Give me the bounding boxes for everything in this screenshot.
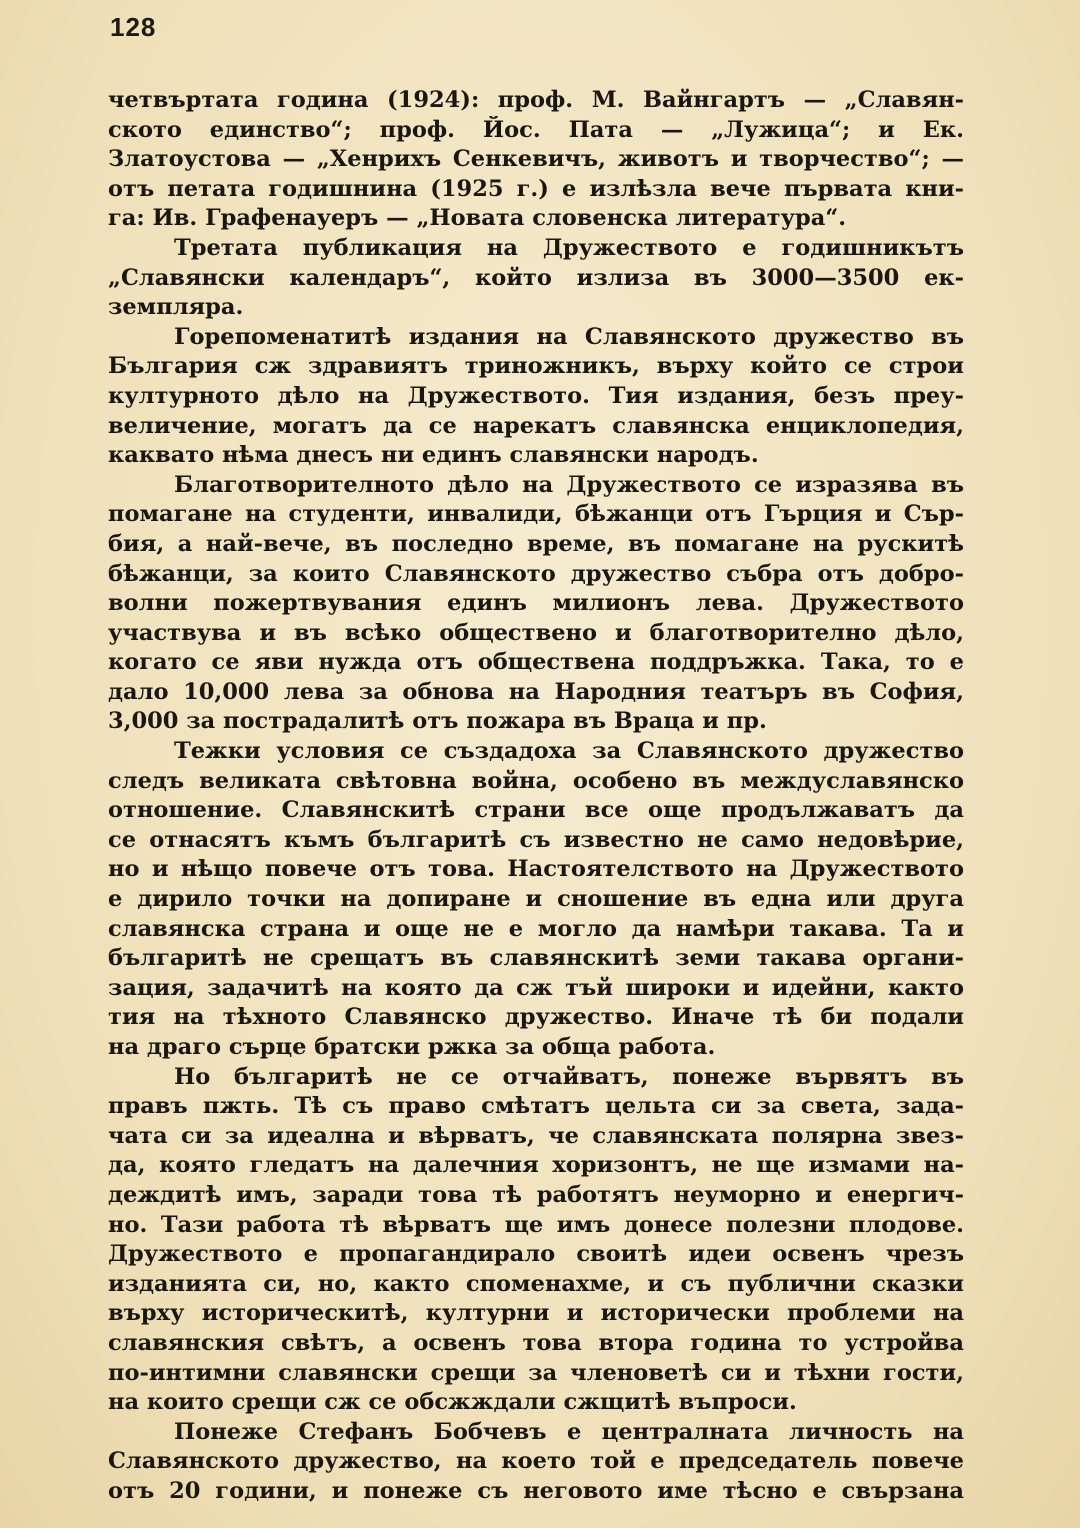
text-line: Горепоменатитѣ издания на Славянското дружество въ (174, 323, 964, 350)
text-line: когато се яви нужда отъ обществена поддръжка. Така, то е (108, 649, 964, 676)
text-line: отъ 20 години, и понеже съ неговото име тѣсно е свързана (108, 1477, 964, 1504)
text-line: величение, могатъ да се нарекатъ славянска енциклопедия, (108, 412, 964, 439)
text-line: тия на тѣхното Славянско дружество. Иначе тѣ би подали (108, 1004, 964, 1031)
text-line: следъ великата свѣтовна война, особено въ междуславянско (108, 767, 964, 794)
text-line: Дружеството е пропагандирало своитѣ идеи освенъ чрезъ (108, 1241, 964, 1268)
text-line: 3,000 за пострадалитѣ отъ пожара въ Враца и пр. (108, 708, 767, 735)
text-line: културното дѣло на Дружеството. Тия издания, безъ преу- (108, 382, 964, 409)
text-line: славянска страна и още не е могло да намѣри такава. Та и (108, 915, 964, 942)
text-line: зация, задачитѣ на която да сж тъй широки и идейни, както (108, 974, 964, 1001)
page-number: 128 (110, 12, 157, 42)
text-line: бѣжанци, за които Славянското дружество събра отъ добро- (108, 560, 964, 587)
text-line: Понеже Стефанъ Бобчевъ е централната личность на (174, 1418, 964, 1445)
text-line: волни пожертвувания единъ милионъ лева. Дружеството (108, 590, 964, 617)
text-line: Тежки условия се създадоха за Славянското дружество (174, 738, 964, 765)
text-line: бия, а най-вече, въ последно време, въ помагане на рускитѣ (108, 530, 964, 557)
text-line: участвува и въ всѣко обществено и благотворително дѣло, (108, 619, 964, 646)
text-line: дало 10,000 лева за обнова на Народния театъръ въ София, (108, 678, 964, 705)
text-line: славянския свѣтъ, а освенъ това втора година то устройва (108, 1329, 964, 1356)
text-line: каквато нѣма днесъ ни единъ славянски народъ. (108, 442, 759, 469)
text-line: Третата публикация на Дружеството е годишникътъ (174, 234, 964, 261)
text-line: помагане на студенти, инвалиди, бѣжанци отъ Гърция и Сър- (108, 501, 964, 528)
text-line: изданията си, но, както споменахме, и съ публични сказки (108, 1270, 964, 1297)
text-line: Но българитѣ не се отчайватъ, понеже вървятъ въ (174, 1063, 964, 1090)
text-line: Златоустова — „Хенрихъ Сенкевичъ, животъ и творчество“; — (108, 146, 964, 173)
text-line: „Славянски календаръ“, който излиза въ 3000—3500 ек- (108, 264, 964, 291)
text-line: да, която гледатъ на далечния хоризонтъ, не ще измами на- (108, 1152, 964, 1179)
text-line: се отнасятъ къмъ българитѣ съ известно не само недовѣрие, (108, 826, 964, 853)
text-line: четвъртата година (1924): проф. М. Вайнгартъ — „Славян- (108, 87, 964, 113)
text-line: България сж здравиятъ триножникъ, върху който се строи (108, 353, 964, 380)
text-line: отъ петата годишнина (1925 г.) е излѣзла вече първата кни- (108, 175, 964, 202)
text-line: ското единство“; проф. Йос. Пата — „Лужица“; и Ек. (108, 116, 964, 143)
text-line: чата си за идеална и вѣрватъ, че славянската полярна звез- (108, 1122, 964, 1149)
text-line: земпляра. (108, 294, 244, 321)
text-line: Благотворителното дѣло на Дружеството се изразява въ (174, 471, 964, 498)
text-line: върху историческитѣ, културни и исторически проблеми на (108, 1300, 964, 1327)
text-line: Славянското дружество, на което той е председатель повече (108, 1448, 964, 1475)
text-line: га: Ив. Графенауеръ — „Новата словенска литература“. (108, 205, 847, 232)
text-line: отношение. Славянскитѣ страни все още продължаватъ да (108, 797, 964, 824)
text-line: е дирило точки на допиране и сношение въ една или друга (108, 886, 964, 913)
text-line: но и нѣщо повече отъ това. Настоятелството на Дружеството (108, 856, 964, 883)
text-line: деждитѣ имъ, заради това тѣ работятъ неуморно и енергич- (108, 1181, 964, 1208)
text-line: по-интимни славянски срещи за членоветѣ си и тѣхни гости, (108, 1359, 964, 1386)
body-text (108, 86, 964, 1507)
text-line: на които срещи сж се обсжждали сжщитѣ въпроси. (108, 1389, 797, 1416)
text-line: правъ пжть. Тѣ съ право смѣтатъ цельта си за света, зада- (108, 1093, 964, 1120)
text-line: българитѣ не срещатъ въ славянскитѣ земи такава органи- (108, 945, 964, 972)
text-line: на драго сърце братски ржка за обща работа. (108, 1034, 716, 1060)
text-line: но. Тази работа тѣ вѣрватъ ще имъ донесе полезни плодове. (108, 1211, 964, 1238)
